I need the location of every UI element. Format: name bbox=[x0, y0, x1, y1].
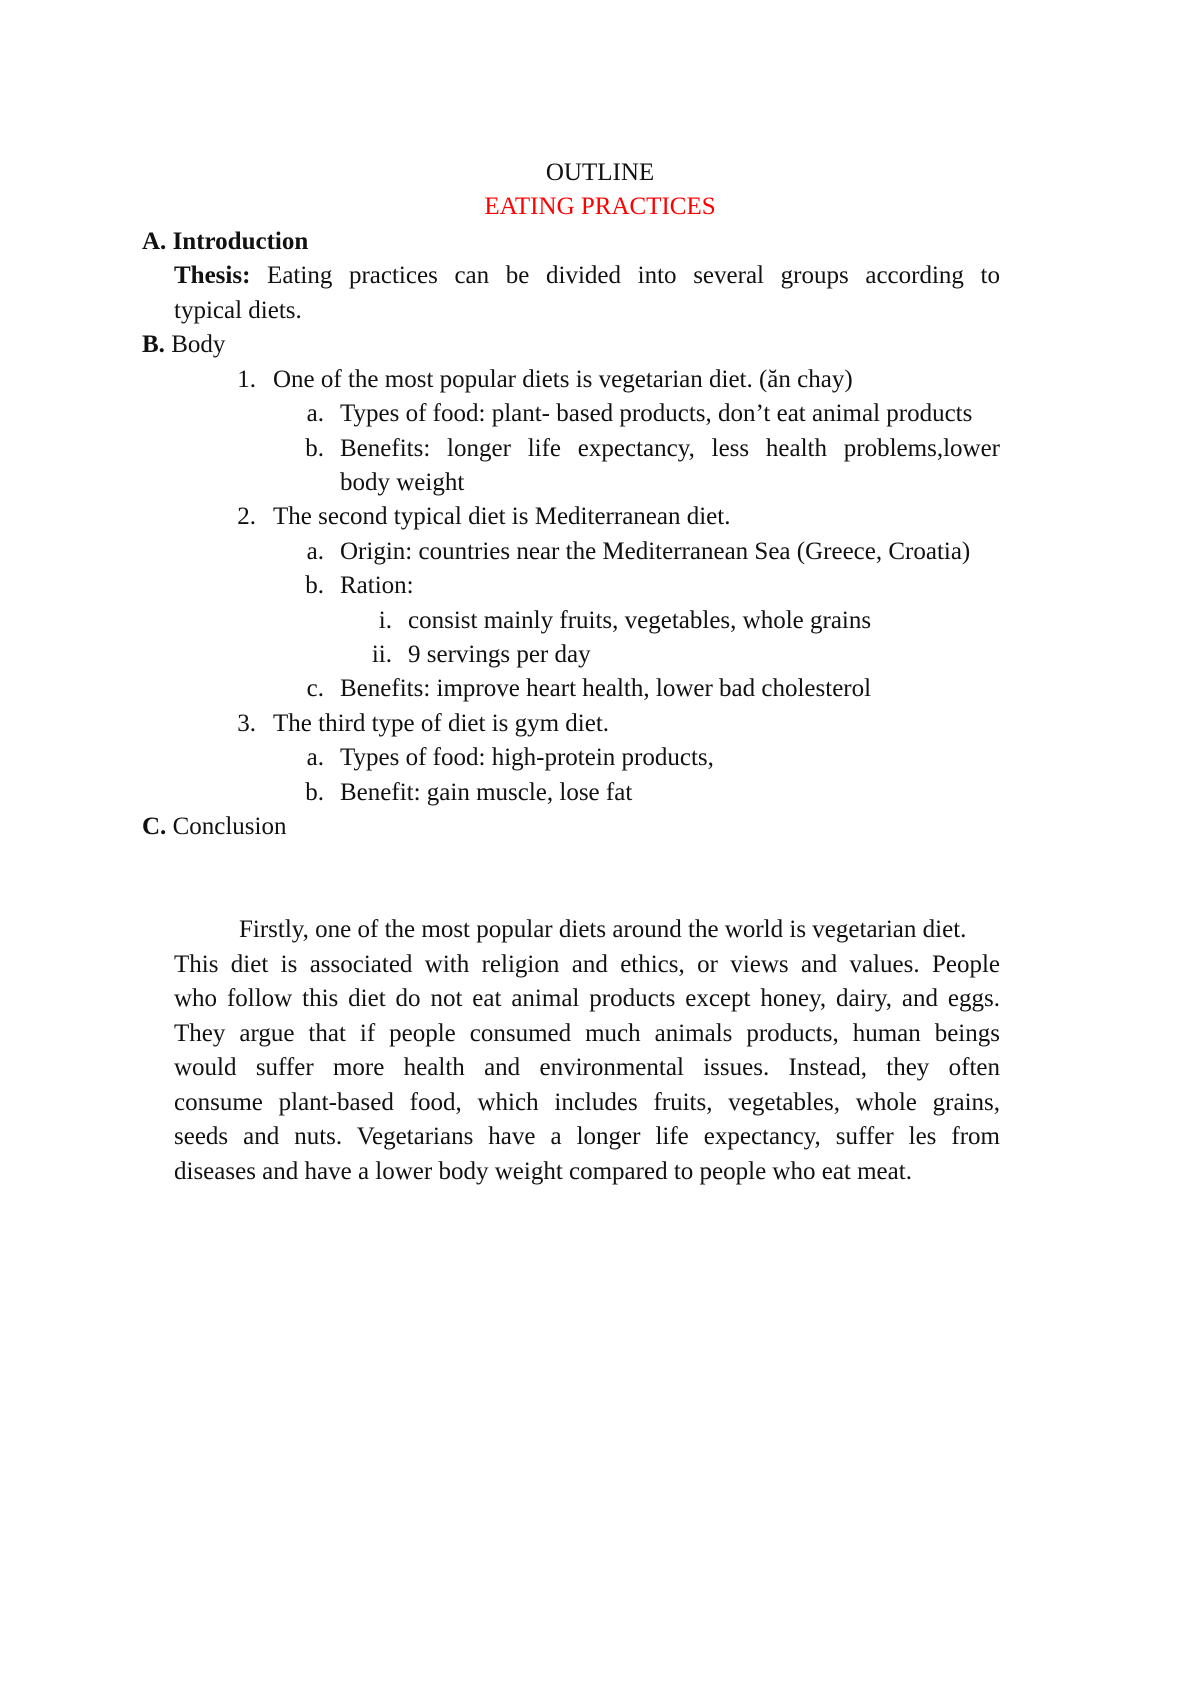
item-1b-marker: b. bbox=[305, 435, 324, 462]
paragraph-line-8: diseases and have a lower body weight compared to people who eat meat. bbox=[174, 1158, 912, 1185]
item-2b-i-text: consist mainly fruits, vegetables, whole grains bbox=[408, 607, 872, 634]
section-c bbox=[142, 810, 286, 844]
item-1-text: One of the most popular diets is vegetarian diet. (ăn chay) bbox=[273, 366, 853, 393]
item-2b-i-marker: i. bbox=[378, 607, 392, 634]
paragraph-line-3: who follow this diet do not eat animal products except honey, dairy, and eggs. bbox=[174, 985, 1000, 1012]
item-3a-marker: a. bbox=[306, 744, 324, 771]
document-title: EATING PRACTICES bbox=[484, 193, 716, 220]
item-3-marker: 3. bbox=[237, 710, 256, 737]
item-3a-text: Types of food: high-protein products, bbox=[340, 744, 714, 771]
section-c-marker: C. bbox=[142, 813, 167, 840]
section-a bbox=[142, 225, 308, 259]
thesis-label: Thesis: bbox=[174, 262, 251, 289]
item-1a-marker: a. bbox=[306, 400, 324, 427]
paragraph-line-4: They argue that if people consumed much animals products, human beings bbox=[174, 1020, 1000, 1047]
paragraph-line-6: consume plant-based food, which includes fruits, vegetables, whole grains, bbox=[174, 1089, 1000, 1116]
item-3b-marker: b. bbox=[305, 779, 324, 806]
thesis-line-1 bbox=[174, 259, 1000, 293]
item-1a-text: Types of food: plant- based products, don’t eat animal products bbox=[340, 400, 973, 427]
paragraph-line-2: This diet is associated with religion and ethics, or views and values. People bbox=[174, 951, 1000, 978]
item-2b-marker: b. bbox=[305, 572, 324, 599]
outline-heading: OUTLINE bbox=[545, 159, 655, 186]
thesis-text-1: Eating practices can be divided into several groups according to bbox=[250, 262, 1000, 289]
item-2b-text: Ration: bbox=[340, 572, 414, 599]
item-1b-text: Benefits: longer life expectancy, less health problems,lower bbox=[340, 435, 1000, 462]
item-2c-marker: c. bbox=[306, 675, 324, 702]
item-1-marker: 1. bbox=[237, 366, 256, 393]
item-2a-text: Origin: countries near the Mediterranean Sea (Greece, Croatia) bbox=[340, 538, 971, 565]
section-b-label: Body bbox=[171, 331, 226, 358]
paragraph-line-7: seeds and nuts. Vegetarians have a longer life expectancy, suffer les from bbox=[174, 1123, 1000, 1150]
section-a-label: Introduction bbox=[172, 228, 309, 255]
item-2b-ii-marker: ii. bbox=[371, 641, 392, 668]
item-3-text: The third type of diet is gym diet. bbox=[273, 710, 610, 737]
item-3b-text: Benefit: gain muscle, lose fat bbox=[340, 779, 633, 806]
section-c-label: Conclusion bbox=[172, 813, 287, 840]
paragraph-line-1: Firstly, one of the most popular diets around the world is vegetarian diet. bbox=[239, 916, 967, 943]
item-2-marker: 2. bbox=[237, 503, 256, 530]
thesis-line-2: typical diets. bbox=[174, 297, 302, 324]
item-2c-text: Benefits: improve heart health, lower bad cholesterol bbox=[340, 675, 872, 702]
item-2b-ii-text: 9 servings per day bbox=[408, 641, 591, 668]
section-b bbox=[142, 328, 225, 362]
item-1b-text-cont: body weight bbox=[340, 469, 465, 496]
section-a-marker: A. bbox=[142, 228, 167, 255]
item-2a-marker: a. bbox=[306, 538, 324, 565]
section-b-marker: B. bbox=[142, 331, 165, 358]
paragraph-line-5: would suffer more health and environmental issues. Instead, they often bbox=[174, 1054, 1000, 1081]
item-2-text: The second typical diet is Mediterranean diet. bbox=[273, 503, 731, 530]
